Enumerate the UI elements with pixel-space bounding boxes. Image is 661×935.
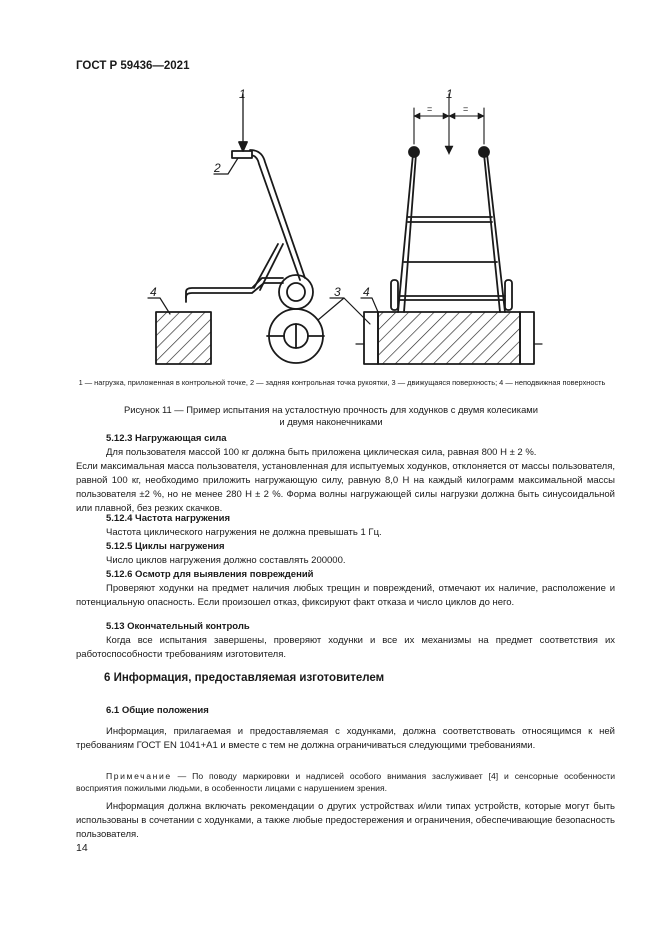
figure-caption-line1: Рисунок 11 — Пример испытания на усталостную прочность для ходунков с двумя колесиками: [124, 404, 538, 415]
handle-point-left: [409, 147, 419, 157]
figure-caption-line2: и двумя наконечниками: [279, 416, 383, 427]
label-1-right: 1: [446, 87, 453, 101]
para-5-12-5: Число циклов нагружения должно составлять 200000.: [106, 555, 346, 566]
label-3: 3: [334, 285, 341, 299]
figure-callout: 1 — нагрузка, приложенная в контрольной точке, 2 — задняя контрольная точка рукоятки, 3 — движущаяся поверхность; 4 — неподвижная поверхность: [78, 378, 606, 387]
rear-wheel-left: [279, 275, 313, 309]
fixed-surface-right-right: [520, 312, 534, 364]
heading-5-12-3: 5.12.3 Нагружающая сила: [106, 433, 227, 444]
test-figure: [0, 84, 661, 380]
label-4-left: 4: [150, 285, 157, 299]
label-1-left: 1: [239, 87, 246, 101]
walker-side-legs: [186, 278, 283, 298]
heading-6: 6 Информация, предоставляемая изготовителем: [104, 672, 385, 684]
label-4-right: 4: [363, 285, 370, 299]
moving-surface-right: [378, 312, 520, 364]
label-2: 2: [214, 161, 221, 175]
handle-point-right: [479, 147, 489, 157]
handle: [232, 151, 252, 158]
walker-side-frame: [232, 155, 300, 280]
fixed-surface-left: [156, 312, 211, 364]
heading-5-12-5: 5.12.5 Циклы нагружения: [106, 541, 225, 552]
heading-5-12-4: 5.12.4 Частота нагружения: [106, 513, 231, 524]
heading-5-13: 5.13 Окончательный контроль: [106, 621, 250, 632]
para-5-12-3-2: Если максимальная масса пользователя, установленная для испытуемых ходунков, отклоняется от массы пользователя, равной 100 кг, необходимо приложить нагружающую силу, равную 8,0 Н на каждый килограмм максимальной массы пользователя ±2 %, но не менее 280 Н ± 2 %. Форма волны нагружающей силы нагрузки должна быть синусоидальной или плавной, без резких скачков.: [76, 461, 615, 514]
page-header: ГОСТ Р 59436—2021: [76, 60, 190, 72]
page-number: 14: [76, 842, 88, 854]
dim-equal-right: =: [463, 104, 469, 114]
para-5-12-4: Частота циклического нагружения не должна превышать 1 Гц.: [106, 527, 382, 538]
note-label: Примечание: [106, 771, 172, 781]
note: [76, 770, 615, 794]
para-6-1-1: Информация, прилагаемая и предоставляемая с ходунками, должна соответствовать относящимся к ней требованиям ГОСТ EN 1041+А1 и вместе с тем не должна ограничиваться следующими требованиями.: [76, 726, 615, 751]
dim-equal-left: =: [427, 104, 433, 114]
heading-6-1: 6.1 Общие положения: [106, 705, 209, 716]
para-6-1-2: Информация должна включать рекомендации о других устройствах и/или типах устройств, которые могут быть использованы в сочетании с ходунками, а также любые предостережения и ограничения, обеспечивающие безопасность пользователя.: [76, 801, 615, 840]
note-text: — По поводу маркировки и надписей особого внимания заслуживает [4] и сенсорные особенности восприятия пожилыми людьми, в особенности лицами с нарушением зрения.: [76, 771, 615, 793]
para-5-12-3-1: Для пользователя массой 100 кг должна быть приложена циклическая сила, равная 800 Н ± 2 %.: [106, 447, 537, 458]
para-5-13: Когда все испытания завершены, проверяют ходунки и все их механизмы на предмет соответствия их работоспособности требованиям изготовителя.: [76, 635, 615, 660]
walker-front-right-leg: [484, 154, 500, 312]
heading-5-12-6: 5.12.6 Осмотр для выявления повреждений: [106, 569, 314, 580]
para-5-12-6: Проверяют ходунки на предмет наличия любых трещин и повреждений, отмечают их наличие, расположение и потенциальную опасность. Если произошел отказ, фиксируют факт отказа и число циклов до него.: [76, 583, 615, 608]
figure-caption: [96, 404, 566, 428]
